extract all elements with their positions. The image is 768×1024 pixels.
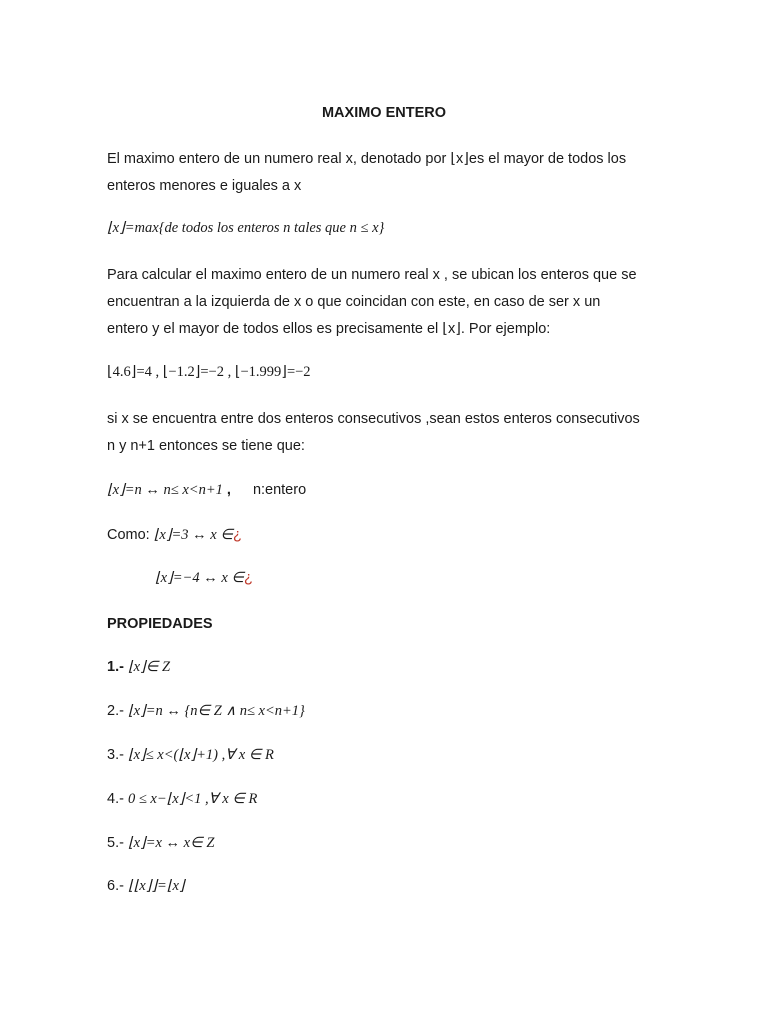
property-2 [107, 701, 305, 721]
rule-formula: ⌊x⌋=n ↔ n≤ x<n+1 [107, 482, 223, 498]
property-1 [107, 657, 170, 677]
property-2-number: 2.- [107, 703, 124, 719]
consecutive-line-2: n y n+1 entonces se tiene que: [107, 438, 305, 454]
property-3-formula: ⌊x⌋≤ x<(⌊x⌋+1) ,∀ x ∈ R [127, 747, 274, 763]
property-3 [107, 745, 274, 765]
property-6-formula: ⌊⌊x⌋⌋=⌊x⌋ [127, 878, 185, 894]
intro-line-1: El maximo entero de un numero real x, denotado por ⌊x⌋es el mayor de todos los [107, 151, 627, 167]
como-eq2-mark: ¿ [244, 570, 253, 586]
page-title: MAXIMO ENTERO [321, 105, 447, 121]
rule-separator: , [222, 482, 231, 498]
como-eq1: ⌊x⌋=3 ↔ x ∈ [153, 527, 233, 543]
property-4-formula: 0 ≤ x−⌊x⌋<1 ,∀ x ∈ R [127, 791, 258, 807]
examples-formula: ⌊4.6⌋=4 , ⌊−1.2⌋=−2 , ⌊−1.999⌋=−2 [107, 364, 311, 380]
consecutive-line-1: si x se encuentra entre dos enteros consecutivos ,sean estos enteros consecutivos [107, 411, 640, 427]
property-4 [107, 789, 257, 809]
consecutive-paragraph [107, 406, 660, 460]
como-line-2 [155, 568, 253, 588]
intro-paragraph [107, 146, 660, 200]
property-1-formula: ⌊x⌋∈ Z [127, 659, 171, 675]
property-1-number: 1.- [107, 659, 124, 675]
property-5-number: 5.- [107, 835, 124, 851]
property-2-formula: ⌊x⌋=n ↔ {n∈ Z ∧ n≤ x<n+1} [127, 703, 305, 719]
method-line-3: entero y el mayor de todos ellos es precisamente el ⌊x⌋. Por ejemplo: [107, 321, 551, 337]
method-paragraph [107, 262, 660, 343]
property-6 [107, 876, 185, 896]
property-5 [107, 833, 214, 853]
definition-formula: ⌊x⌋=max{de todos los enteros n tales que n ≤ x} [107, 220, 385, 236]
property-4-number: 4.- [107, 791, 124, 807]
method-line-1: Para calcular el maximo entero de un numero real x , se ubican los enteros que se [107, 267, 637, 283]
property-5-formula: ⌊x⌋=x ↔ x∈ Z [127, 835, 215, 851]
method-line-2: encuentran a la izquierda de x o que coincidan con este, en caso de ser x un [107, 294, 601, 310]
rule-line [107, 480, 306, 500]
property-3-number: 3.- [107, 747, 124, 763]
como-label: Como: [107, 527, 150, 543]
rule-note: n:entero [252, 482, 307, 498]
properties-heading: PROPIEDADES [107, 616, 213, 632]
como-eq2: ⌊x⌋=−4 ↔ x ∈ [155, 570, 245, 586]
como-eq1-mark: ¿ [232, 527, 242, 543]
intro-line-2: enteros menores e iguales a x [107, 178, 302, 194]
property-6-number: 6.- [107, 878, 124, 894]
como-line [107, 525, 242, 545]
